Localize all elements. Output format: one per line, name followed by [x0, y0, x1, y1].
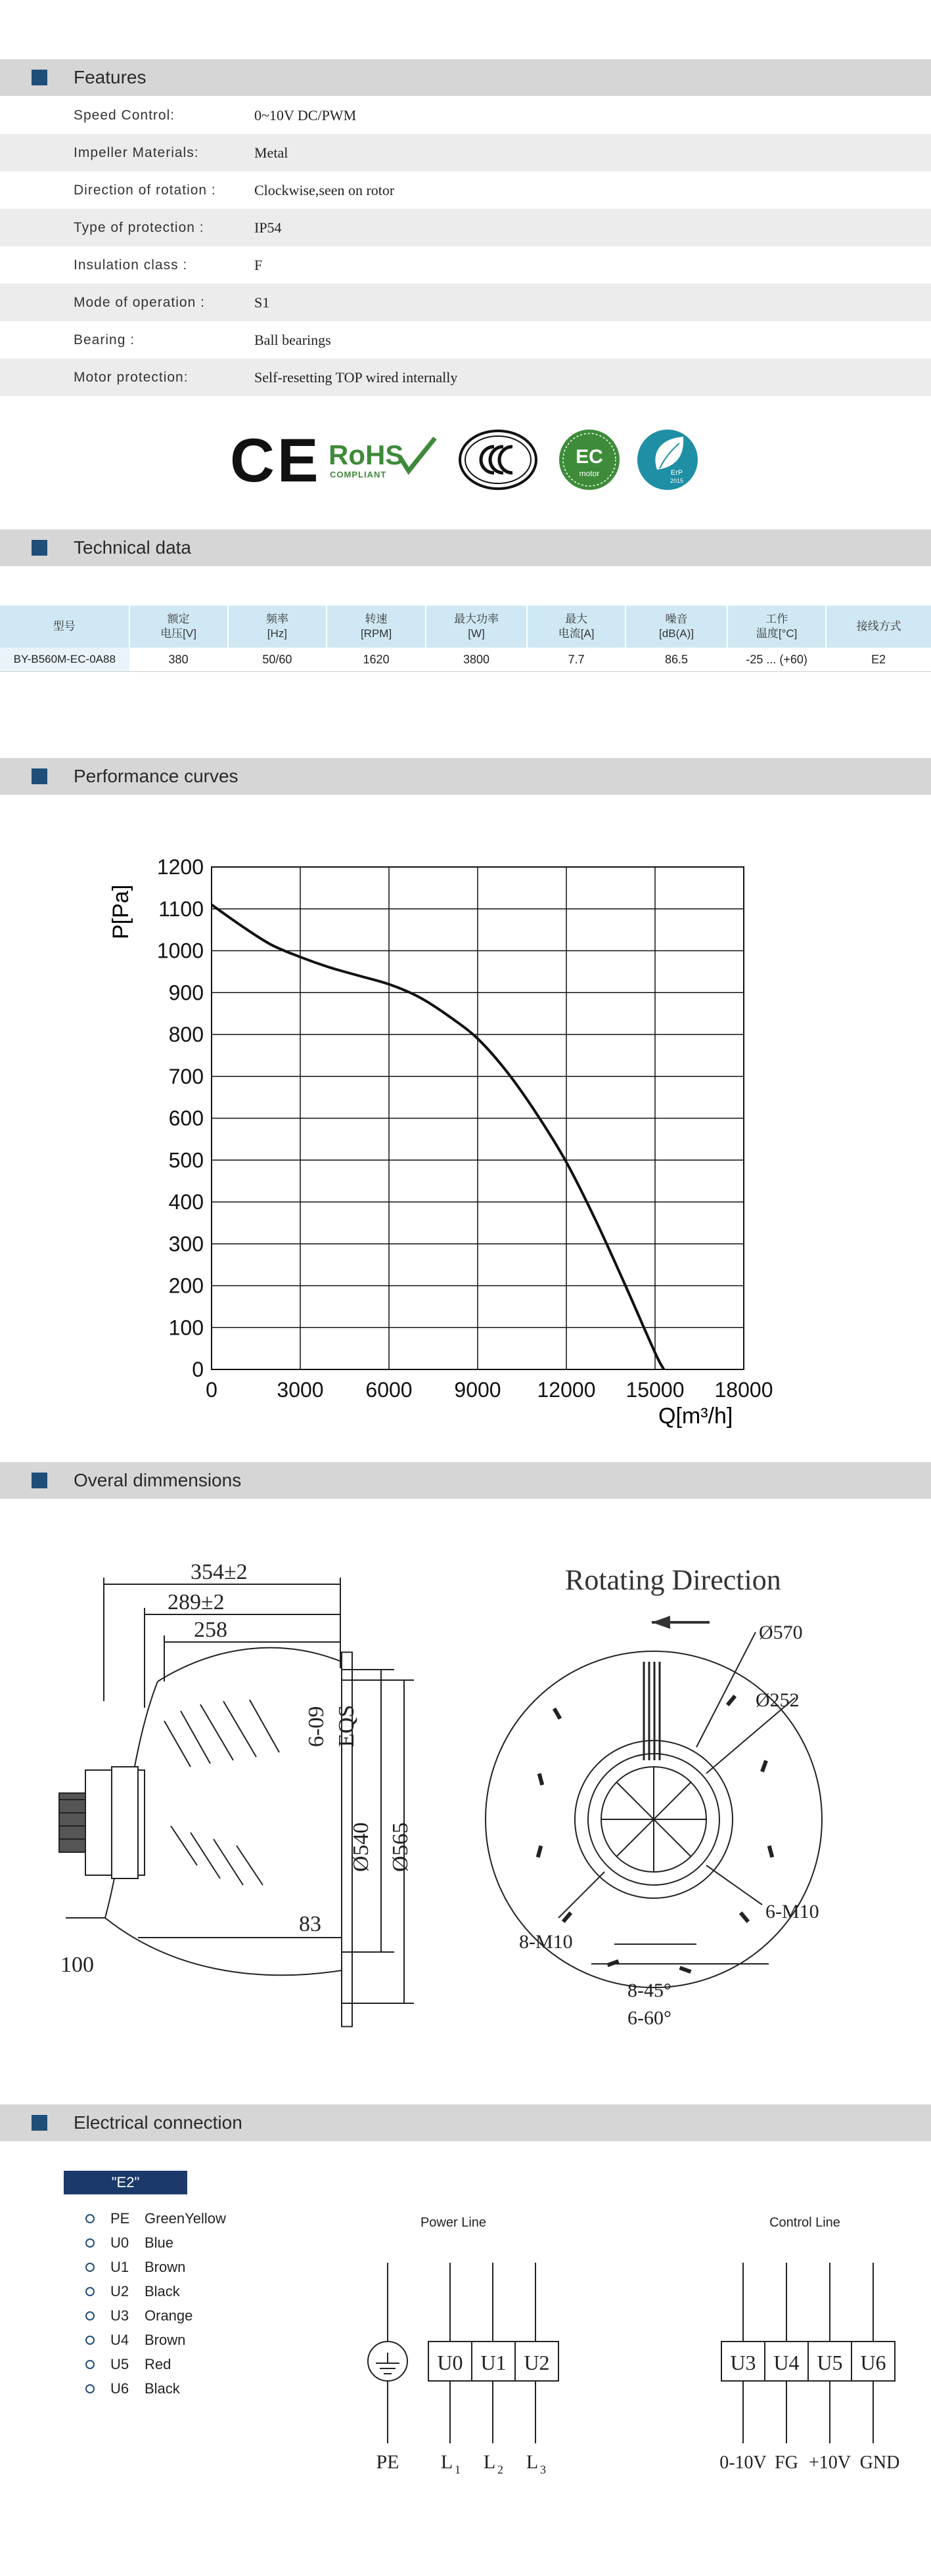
- svg-text:3: 3: [540, 2463, 546, 2476]
- feature-value: Ball bearings: [254, 332, 331, 348]
- feature-value: 0~10V DC/PWM: [254, 107, 357, 123]
- y-tick-label: 500: [168, 1148, 204, 1172]
- side-view-drawing: [39, 1550, 434, 2049]
- dim-label: 258: [194, 1618, 227, 1642]
- power-line-title: Power Line: [420, 2215, 487, 2230]
- technical-section-header: [0, 529, 931, 566]
- feature-value: Metal: [254, 144, 288, 161]
- y-tick-label: 1000: [156, 939, 204, 963]
- column-header: 噪音 [dB(A)]: [625, 606, 727, 648]
- svg-text:2: 2: [497, 2463, 503, 2476]
- y-tick-label: 100: [168, 1316, 204, 1340]
- section-square-icon: [32, 768, 47, 784]
- section-square-icon: [32, 2115, 47, 2131]
- rotating-direction-title: Rotating Direction: [565, 1564, 781, 1596]
- x-tick-label: 9000: [454, 1378, 501, 1402]
- bullet-icon: [85, 2238, 95, 2248]
- dim-label: 100: [60, 1953, 94, 1977]
- x-tick-label: 18000: [714, 1378, 773, 1402]
- dim-label: Ø252: [756, 1689, 800, 1711]
- column-header: 最大 电流[A]: [527, 606, 625, 648]
- rotation-arrow-icon: [652, 1616, 710, 1629]
- feature-label: Insulation class :: [74, 257, 188, 273]
- wiring-scheme-tag: "E2": [64, 2171, 187, 2194]
- ce-mark-icon: [230, 426, 321, 495]
- x-tick-label: 0: [206, 1378, 217, 1402]
- dim-label: 354±2: [191, 1560, 248, 1584]
- section-title: Electrical connection: [74, 2112, 242, 2133]
- control-line-diagram: [696, 2207, 920, 2483]
- svg-text:U5: U5: [817, 2351, 843, 2374]
- x-tick-label: 12000: [537, 1378, 596, 1402]
- svg-text:1: 1: [455, 2463, 461, 2476]
- feature-label: Bearing :: [74, 332, 135, 347]
- table-cell: BY-B560M-EC-0A88: [0, 648, 129, 672]
- feature-row: [0, 284, 931, 321]
- column-header: 接线方式: [826, 606, 931, 648]
- section-title: Performance curves: [74, 766, 238, 786]
- dimensions-section-header: [0, 1462, 931, 1499]
- y-tick-label: 400: [168, 1190, 204, 1214]
- svg-text:motor: motor: [579, 469, 600, 478]
- front-view-drawing: [480, 1563, 848, 2049]
- bullet-icon: [85, 2311, 95, 2321]
- pressure-curve-line: [212, 904, 664, 1369]
- bullet-icon: [85, 2263, 95, 2272]
- feature-label: Direction of rotation :: [74, 183, 216, 198]
- technical-data-table: [0, 606, 931, 672]
- section-title: Technical data: [74, 537, 192, 558]
- feature-label: Mode of operation :: [74, 295, 205, 310]
- dim-label: 8-45°: [627, 1980, 671, 2001]
- table-cell: E2: [826, 648, 931, 672]
- feature-value: S1: [254, 294, 270, 311]
- feature-row: [0, 134, 931, 171]
- electrical-section-header: [0, 2104, 931, 2141]
- feature-row: [0, 171, 931, 209]
- y-tick-label: 600: [168, 1106, 204, 1130]
- y-axis-label: P[Pa]: [108, 884, 133, 939]
- dim-label: Ø540: [349, 1822, 373, 1872]
- table-cell: 1620: [327, 648, 426, 672]
- column-header: 工作 温度[°C]: [727, 606, 827, 648]
- table-cell: 7.7: [527, 648, 625, 672]
- performance-section-header: [0, 758, 931, 795]
- certification-logos: [223, 424, 710, 496]
- y-axis-ticks: [157, 855, 204, 1381]
- column-header: 额定 电压[V]: [129, 606, 228, 648]
- feature-value: IP54: [254, 219, 282, 236]
- svg-text:RoHS: RoHS: [329, 439, 404, 470]
- performance-chart: [99, 841, 788, 1445]
- dim-label: 6-M10: [765, 1901, 819, 1922]
- feature-label: Motor protection:: [74, 370, 189, 385]
- bullet-icon: [85, 2360, 95, 2369]
- feature-label: Speed Control:: [74, 108, 175, 123]
- svg-text:L: L: [526, 2451, 539, 2473]
- y-tick-label: 0: [192, 1358, 204, 1381]
- y-tick-label: 200: [168, 1274, 204, 1298]
- dim-label: Ø570: [759, 1622, 803, 1643]
- svg-text:U3: U3: [730, 2351, 756, 2374]
- svg-text:U6: U6: [860, 2351, 886, 2374]
- feature-value: F: [254, 257, 263, 273]
- column-header: 最大功率 [W]: [426, 606, 527, 648]
- svg-text:U4: U4: [773, 2351, 800, 2374]
- x-tick-label: 15000: [625, 1378, 685, 1402]
- x-tick-label: 6000: [365, 1378, 413, 1402]
- table-cell: -25 ... (+60): [727, 648, 827, 672]
- table-header-row: [0, 606, 931, 648]
- feature-row: [0, 209, 931, 246]
- x-tick-label: 3000: [277, 1378, 324, 1402]
- svg-text:FG: FG: [775, 2453, 798, 2473]
- bullet-icon: [85, 2384, 95, 2393]
- power-line-diagram: [355, 2207, 591, 2483]
- features-section-header: [0, 59, 931, 96]
- svg-text:EC: EC: [576, 446, 603, 468]
- feature-row: [0, 97, 931, 134]
- table-cell: 380: [129, 648, 228, 672]
- dim-label: 289±2: [168, 1590, 225, 1614]
- y-tick-label: 1200: [156, 855, 204, 879]
- chart-grid: [212, 867, 744, 1369]
- bullet-icon: [85, 2214, 95, 2223]
- control-terminal-block: [721, 2342, 895, 2381]
- dim-label: 6-09: [304, 1706, 329, 1747]
- control-line-title: Control Line: [769, 2215, 840, 2230]
- x-axis-label: Q[m³/h]: [658, 1404, 733, 1429]
- table-row: [0, 648, 931, 672]
- svg-text:PE: PE: [376, 2451, 399, 2473]
- svg-text:0-10V: 0-10V: [719, 2453, 767, 2473]
- section-title: Features: [74, 67, 147, 87]
- column-header: 频率 [Hz]: [228, 606, 327, 648]
- ec-motor-logo-icon: [559, 430, 620, 490]
- table-cell: 3800: [426, 648, 527, 672]
- bullet-icon: [85, 2287, 95, 2296]
- dim-label: 6-60°: [627, 2007, 671, 2029]
- feature-value: Self-resetting TOP wired internally: [254, 369, 458, 386]
- table-cell: 50/60: [228, 648, 327, 672]
- bullet-icon: [85, 2336, 95, 2345]
- y-tick-label: 300: [168, 1232, 204, 1256]
- svg-text:ErP: ErP: [670, 469, 683, 477]
- svg-text:L: L: [483, 2451, 496, 2473]
- feature-value: Clockwise,seen on rotor: [254, 182, 395, 198]
- feature-label: Type of protection :: [74, 220, 204, 235]
- column-header: 型号: [0, 606, 129, 648]
- y-tick-label: 700: [168, 1064, 204, 1088]
- feature-row: [0, 321, 931, 359]
- section-square-icon: [32, 540, 47, 556]
- dim-label: 8-M10: [519, 1931, 573, 1953]
- svg-text:COMPLIANT: COMPLIANT: [330, 470, 387, 479]
- y-tick-label: 800: [168, 1023, 204, 1046]
- feature-row: [0, 359, 931, 396]
- dim-label: EQS: [334, 1704, 359, 1747]
- column-header: 转速 [RPM]: [327, 606, 426, 648]
- svg-text:CE: CE: [230, 426, 321, 495]
- y-tick-label: 900: [168, 981, 204, 1005]
- section-title: Overal dimmensions: [74, 1470, 242, 1490]
- rohs-logo-icon: [329, 438, 435, 479]
- erp-logo-icon: [637, 430, 698, 490]
- dim-label: 83: [299, 1912, 321, 1936]
- svg-text:U2: U2: [524, 2351, 550, 2374]
- y-tick-label: 1100: [158, 897, 204, 921]
- svg-text:GND: GND: [859, 2453, 900, 2473]
- svg-text:+10V: +10V: [808, 2453, 852, 2473]
- table-cell: 86.5: [625, 648, 727, 672]
- svg-text:U0: U0: [437, 2351, 463, 2374]
- feature-label: Impeller Materials:: [74, 145, 199, 160]
- svg-text:2015: 2015: [670, 477, 684, 484]
- section-square-icon: [32, 70, 47, 85]
- power-terminal-block: [428, 2342, 558, 2381]
- dim-label: Ø565: [388, 1822, 413, 1872]
- feature-row: [0, 246, 931, 284]
- section-square-icon: [32, 1473, 47, 1488]
- x-axis-ticks: [206, 1378, 773, 1402]
- ccc-logo-icon: [460, 431, 536, 489]
- svg-text:L: L: [440, 2451, 453, 2473]
- svg-text:U1: U1: [480, 2351, 507, 2374]
